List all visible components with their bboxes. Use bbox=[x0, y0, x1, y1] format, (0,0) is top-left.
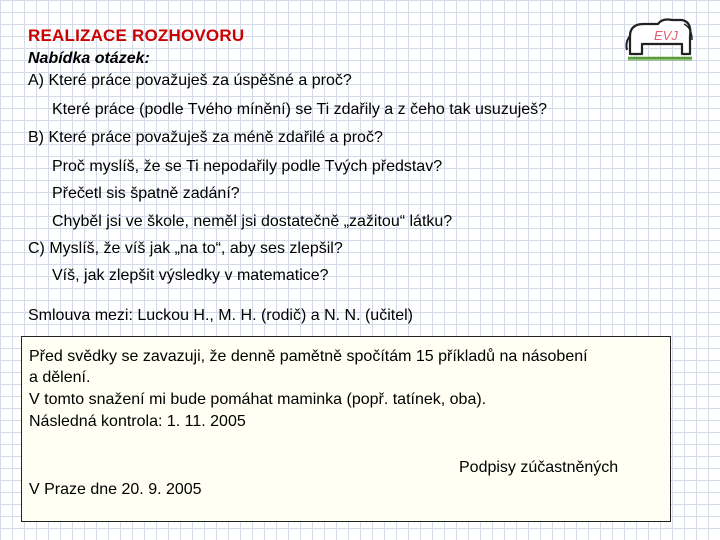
question-line: Přečetl sis špatně zadání? bbox=[52, 185, 240, 202]
place-date: V Praze dne 20. 9. 2005 bbox=[29, 481, 202, 498]
question-line: Chyběl jsi ve škole, neměl jsi dostatečně „zažitou“ látku? bbox=[52, 213, 453, 230]
question-line: Víš, jak zlepšit výsledky v matematice? bbox=[52, 267, 329, 284]
contract-line: Následná kontrola: 1. 11. 2005 bbox=[29, 413, 246, 430]
questions-heading: Nabídka otázek: bbox=[28, 50, 150, 67]
contract-line: Před svědky se zavazuji, že denně pamětně spočítám 15 příkladů na násobení bbox=[29, 348, 588, 365]
logo-text: EVJ bbox=[654, 28, 678, 43]
contract-line: V tomto snažení mi bude pomáhat maminka (popř. tatínek, oba). bbox=[29, 391, 487, 408]
elephant-logo-icon bbox=[624, 14, 696, 66]
contract-parties: Smlouva mezi: Luckou H., M. H. (rodič) a N. N. (učitel) bbox=[28, 307, 413, 324]
question-line: Které práce (podle Tvého mínění) se Ti zdařily a z čeho tak usuzuješ? bbox=[52, 101, 548, 118]
signatures-label: Podpisy zúčastněných bbox=[459, 459, 619, 476]
question-line: Proč myslíš, že se Ti nepodařily podle Tvých představ? bbox=[52, 158, 443, 175]
question-line: B) Které práce považuješ za méně zdařilé a proč? bbox=[28, 129, 383, 146]
contract-box bbox=[21, 336, 671, 522]
question-line: A) Které práce považuješ za úspěšné a proč? bbox=[28, 72, 352, 89]
contract-line: a dělení. bbox=[29, 369, 91, 386]
question-line: C) Myslíš, že víš jak „na to“, aby ses zlepšil? bbox=[28, 240, 343, 257]
page-title: REALIZACE ROZHOVORU bbox=[28, 26, 245, 45]
